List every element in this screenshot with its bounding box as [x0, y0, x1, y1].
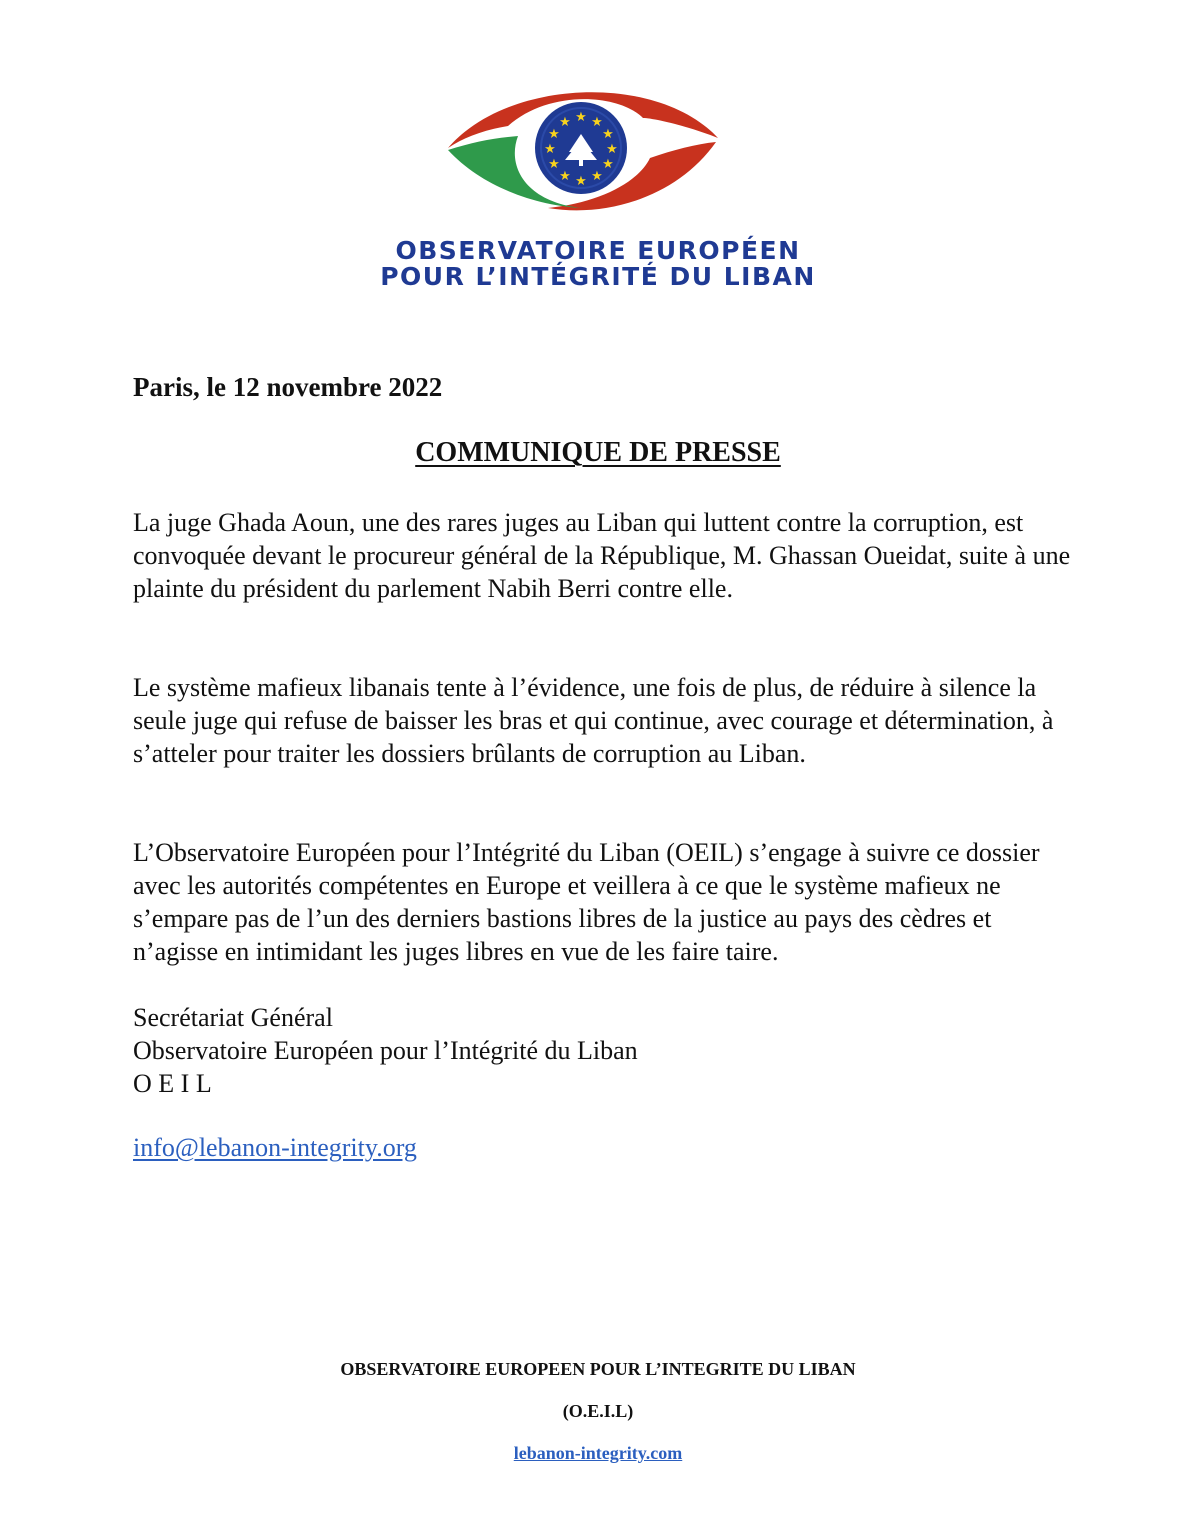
- svg-text:★: ★: [602, 126, 614, 141]
- svg-text:★: ★: [591, 168, 603, 183]
- dateline: Paris, le 12 novembre 2022: [133, 372, 443, 402]
- footer-organization: OBSERVATOIRE EUROPEEN POUR L’INTEGRITE DU LIBAN: [340, 1359, 856, 1379]
- svg-text:★: ★: [559, 114, 571, 129]
- svg-text:★: ★: [575, 173, 587, 188]
- svg-text:★: ★: [548, 156, 560, 171]
- signature-line-3: O E I L: [133, 1069, 212, 1098]
- svg-text:★: ★: [559, 168, 571, 183]
- svg-text:★: ★: [548, 126, 560, 141]
- svg-text:★: ★: [544, 141, 556, 156]
- svg-text:★: ★: [575, 109, 587, 124]
- letterhead: [0, 0, 1196, 320]
- svg-text:★: ★: [591, 114, 603, 129]
- signature-block: [133, 1001, 638, 1100]
- footer-website-link[interactable]: lebanon-integrity.com: [513, 1443, 683, 1463]
- eye-logo-icon: [438, 78, 728, 218]
- paragraph-3: L’Observatoire Européen pour l’Intégrité du Liban (OEIL) s’engage à suivre ce dossier avec les autorités compétentes en Europe et veillera à ce que le système mafieux ne s’empare pas de l’un des derniers bastions libres de la justice au pays des cèdres et n’agisse en intimidant les juges libres en vue de les faire taire.: [133, 838, 1040, 966]
- svg-text:★: ★: [602, 156, 614, 171]
- paragraph-2: Le système mafieux libanais tente à l’évidence, une fois de plus, de réduire à silence la seule juge qui refuse de baisser les bras et qui continue, avec courage et détermination, à s’atteler pour traiter les dossiers brûlants de corruption au Liban.: [133, 673, 1054, 768]
- document-title-text: COMMUNIQUE DE PRESSE: [415, 437, 781, 468]
- footer-acronym: (O.E.I.L): [562, 1401, 634, 1421]
- email-link[interactable]: info@lebanon-integrity.org: [133, 1133, 417, 1162]
- signature-line-2: Observatoire Européen pour l’Intégrité du Liban: [133, 1036, 638, 1065]
- logo-text-line2: POUR L’INTÉGRITÉ DU LIBAN: [380, 262, 816, 291]
- signature-line-1: Secrétariat Général: [133, 1003, 333, 1032]
- svg-text:★: ★: [606, 141, 618, 156]
- logo-text-line1: OBSERVATOIRE EUROPÉEN: [395, 236, 801, 265]
- paragraph-1: La juge Ghada Aoun, une des rares juges au Liban qui luttent contre la corruption, est convoquée devant le procureur général de la République, M. Ghassan Oueidat, suite à une plainte du président du parlement Nabih Berri contre elle.: [133, 508, 1071, 603]
- document-title: [0, 437, 1196, 469]
